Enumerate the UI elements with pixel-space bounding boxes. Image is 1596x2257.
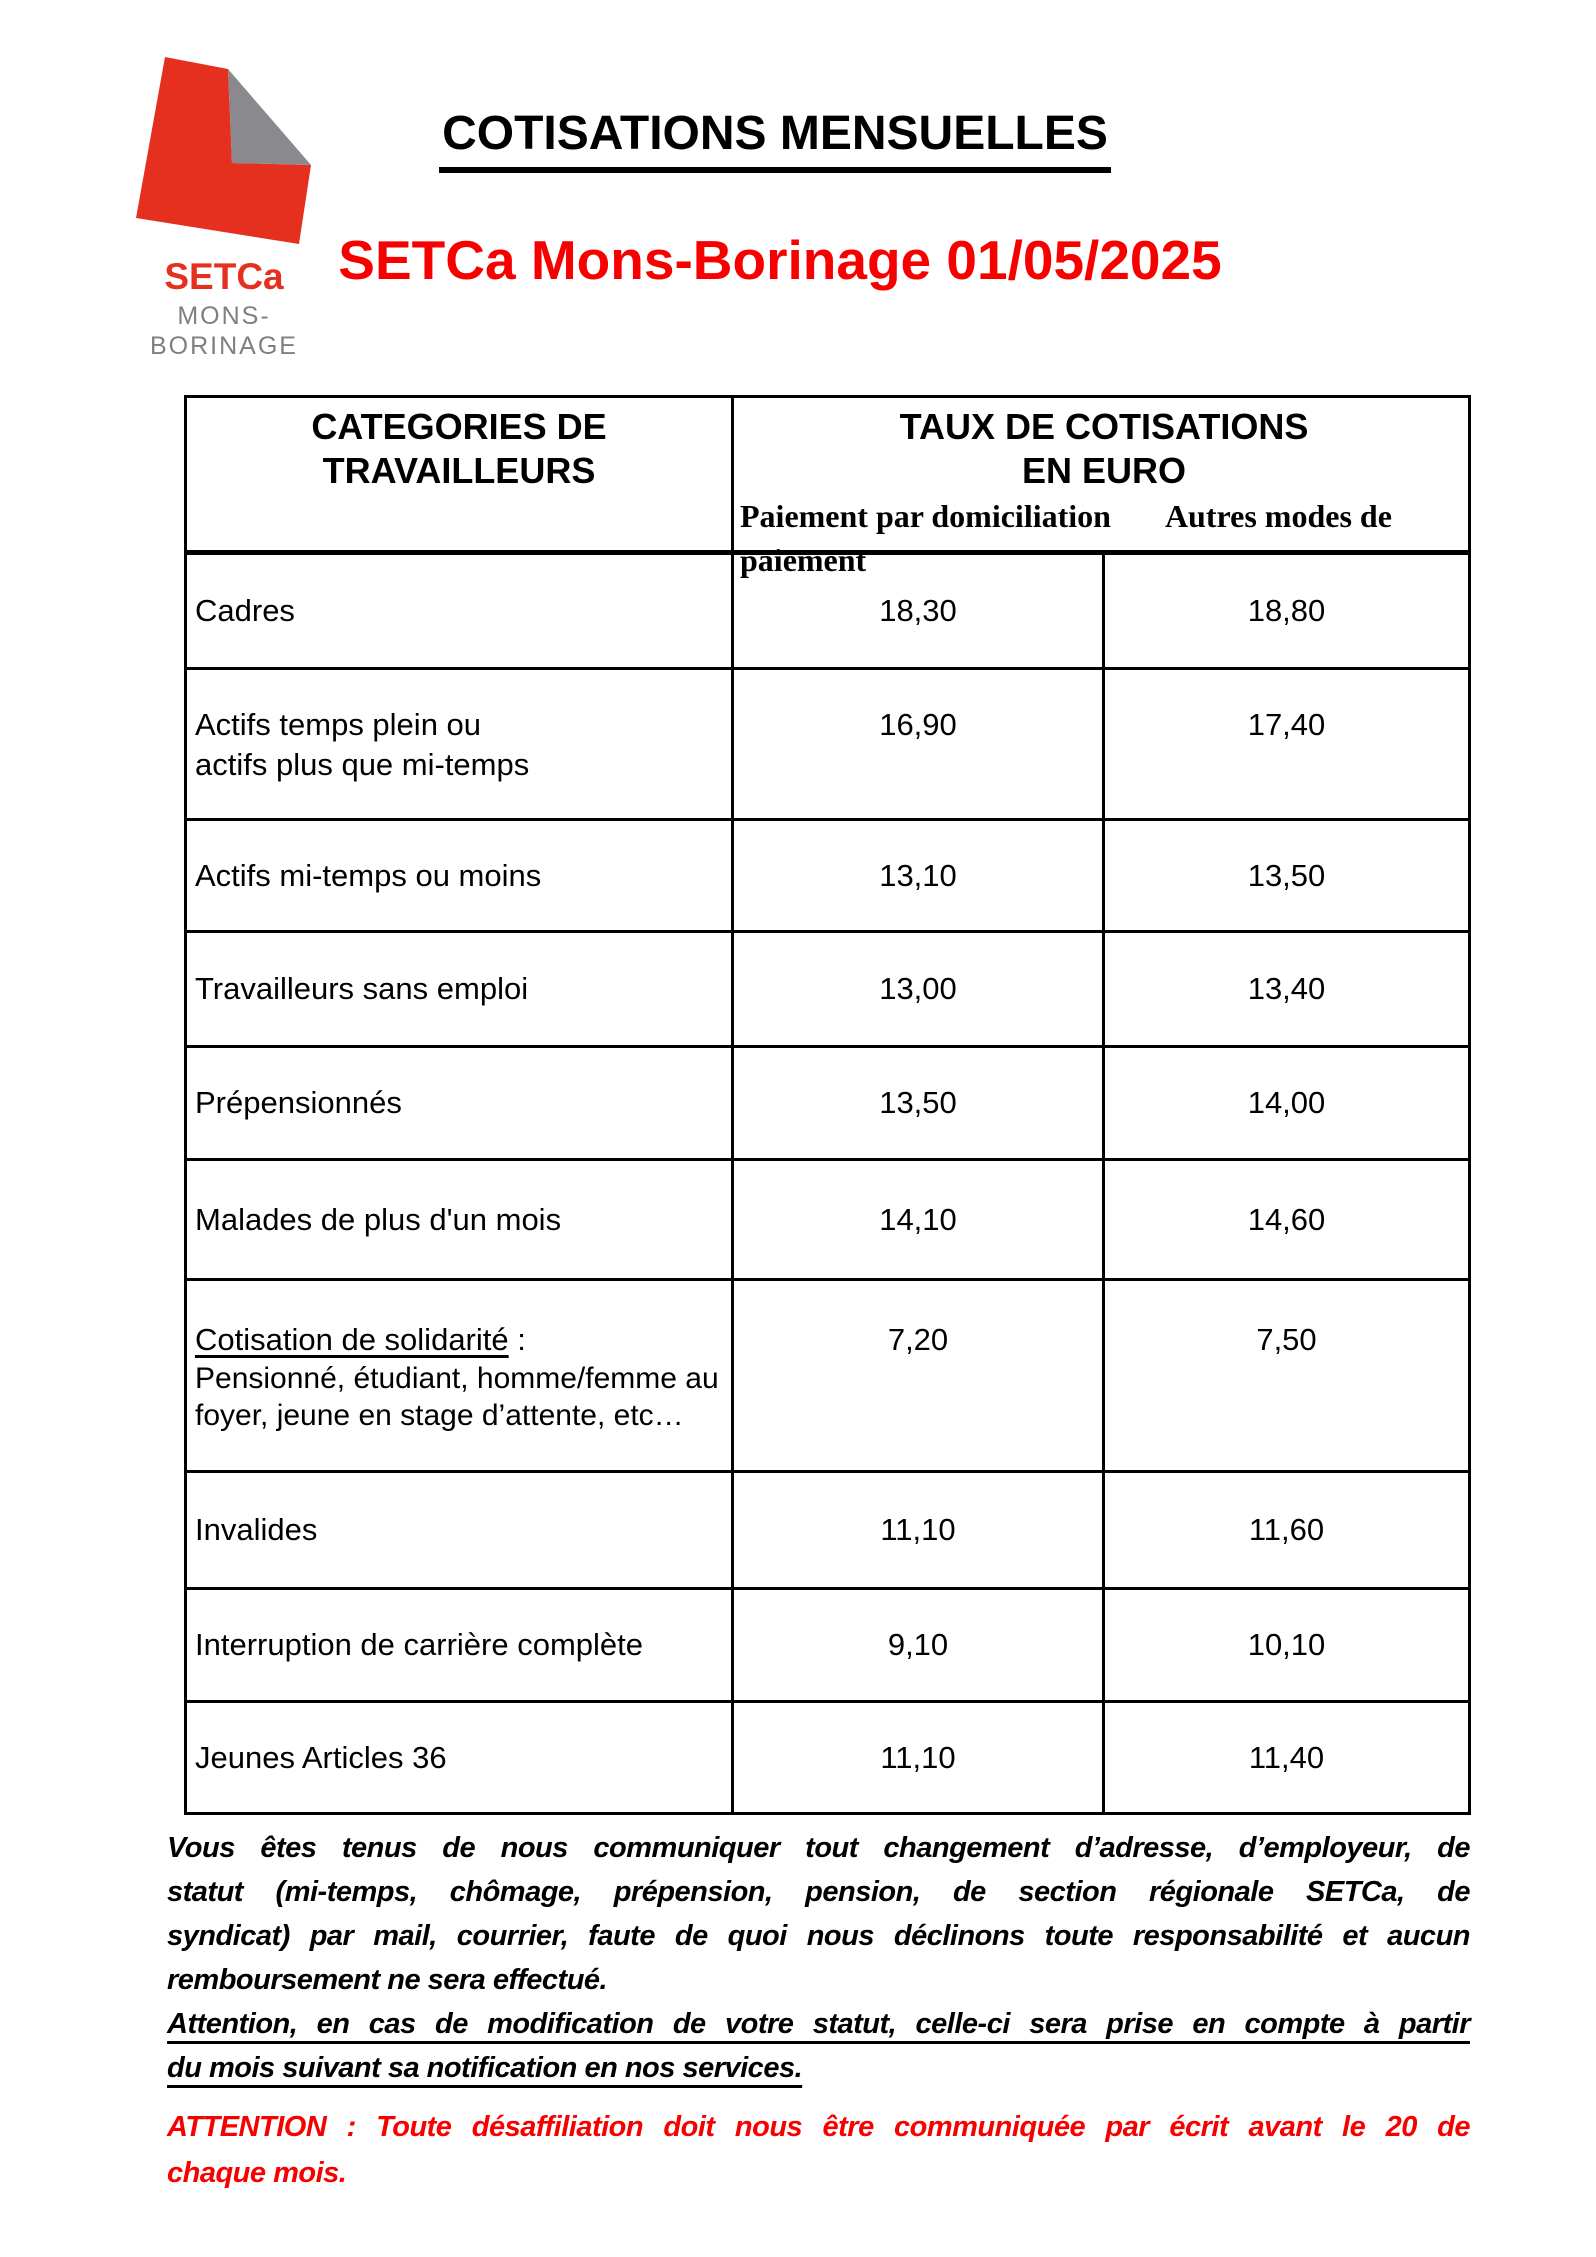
notice-line: Vous êtes tenus de nous communiquer tout changement d’adresse, d’employeur, de — [167, 1832, 1470, 1864]
rates-table — [184, 395, 1471, 1815]
page-title — [350, 104, 1200, 164]
page-subtitle: SETCa Mons-Borinage 01/05/2025 — [338, 229, 1222, 291]
rate-domiciliation: 16,90 — [731, 670, 1102, 818]
rate-other: 13,40 — [1102, 933, 1468, 1045]
warning-underlined-line: du mois suivant sa notification en nos services. — [167, 2052, 803, 2084]
rate-other: 14,00 — [1102, 1048, 1468, 1158]
page-title-text: COTISATIONS MENSUELLES — [439, 107, 1111, 173]
table-row — [187, 1700, 1468, 1812]
header-categories-line2: TRAVAILLEURS — [322, 450, 596, 491]
rate-domiciliation: 11,10 — [731, 1703, 1102, 1812]
rate-other: 11,40 — [1102, 1703, 1468, 1812]
footer-notices — [167, 1826, 1470, 2196]
notice-line: remboursement ne sera effectué. — [167, 1964, 608, 1996]
rate-domiciliation: 7,20 — [731, 1281, 1102, 1470]
header-categories-line1: CATEGORIES DE — [311, 406, 607, 447]
setca-logo-mark — [134, 53, 314, 249]
rate-other: 10,10 — [1102, 1590, 1468, 1700]
header-rates-line2: EN EURO — [1021, 450, 1187, 491]
warning-underlined-line: Attention, en cas de modification de votre statut, celle-ci sera prise en compte à partir — [167, 2008, 1470, 2040]
rate-other: 13,50 — [1102, 821, 1468, 930]
row-label: Prépensionnés — [195, 1085, 402, 1120]
rate-other: 7,50 — [1102, 1281, 1468, 1470]
rate-domiciliation: 14,10 — [731, 1161, 1102, 1278]
logo-gray-fold — [228, 69, 311, 165]
rate-domiciliation: 18,30 — [731, 555, 1102, 667]
row-label: Interruption de carrière complète — [195, 1627, 644, 1662]
table-row — [187, 667, 1468, 818]
attention-red-paragraph — [167, 2104, 1470, 2196]
rate-other: 17,40 — [1102, 670, 1468, 818]
notice-line: syndicat) par mail, courrier, faute de quoi nous déclinons toute responsabilité et aucun — [167, 1920, 1470, 1952]
rate-domiciliation: 9,10 — [731, 1590, 1102, 1700]
table-row — [187, 818, 1468, 930]
setca-logo — [108, 53, 340, 361]
row-label: Cadres — [195, 593, 295, 628]
col-other-modes-label: Autres modes de paiement — [740, 498, 1392, 578]
row-label: Travailleurs sans emploi — [195, 971, 529, 1006]
header-rates-title — [740, 398, 1468, 493]
notice-line: statut (mi-temps, chômage, prépension, pension, de section régionale SETCa, de — [167, 1876, 1470, 1908]
row-label: Actifs mi-temps ou moins — [195, 857, 542, 893]
rate-domiciliation: 13,50 — [731, 1048, 1102, 1158]
rate-domiciliation: 13,10 — [731, 821, 1102, 930]
header-rates-line1: TAUX DE COTISATIONS — [899, 406, 1309, 447]
row-label: Invalides — [195, 1512, 318, 1547]
table-row — [187, 1470, 1468, 1587]
solidarity-label: Cotisation de solidarité — [195, 1322, 509, 1357]
col-domiciliation-label: Paiement par domiciliation — [740, 498, 1111, 534]
table-row — [187, 1278, 1468, 1470]
logo-region-text: MONS-BORINAGE — [150, 302, 298, 360]
rate-domiciliation: 13,00 — [731, 933, 1102, 1045]
rate-other: 18,80 — [1102, 555, 1468, 667]
table-row — [187, 1587, 1468, 1700]
rate-domiciliation: 11,10 — [731, 1473, 1102, 1587]
attention-red-line: chaque mois. — [167, 2157, 347, 2189]
rate-other: 14,60 — [1102, 1161, 1468, 1278]
row-label: Actifs temps plein ou actifs plus que mi-temps — [195, 707, 530, 782]
row-label: Cotisation de solidarité : Pensionné, étudiant, homme/femme au foyer, jeune en stage d’attente, etc… — [195, 1322, 719, 1432]
table-row — [187, 930, 1468, 1045]
table-header — [187, 398, 1468, 578]
row-label: Jeunes Articles 36 — [195, 1739, 447, 1775]
attention-red-line: ATTENTION : Toute désaffiliation doit nous être communiquée par écrit avant le 20 de — [167, 2111, 1470, 2143]
table-row — [187, 1045, 1468, 1158]
header-categories — [187, 398, 731, 582]
row-label: Malades de plus d'un mois — [195, 1201, 562, 1237]
table-row — [187, 1158, 1468, 1278]
logo-brand-text: SETCa — [164, 256, 284, 297]
rate-other: 11,60 — [1102, 1473, 1468, 1587]
